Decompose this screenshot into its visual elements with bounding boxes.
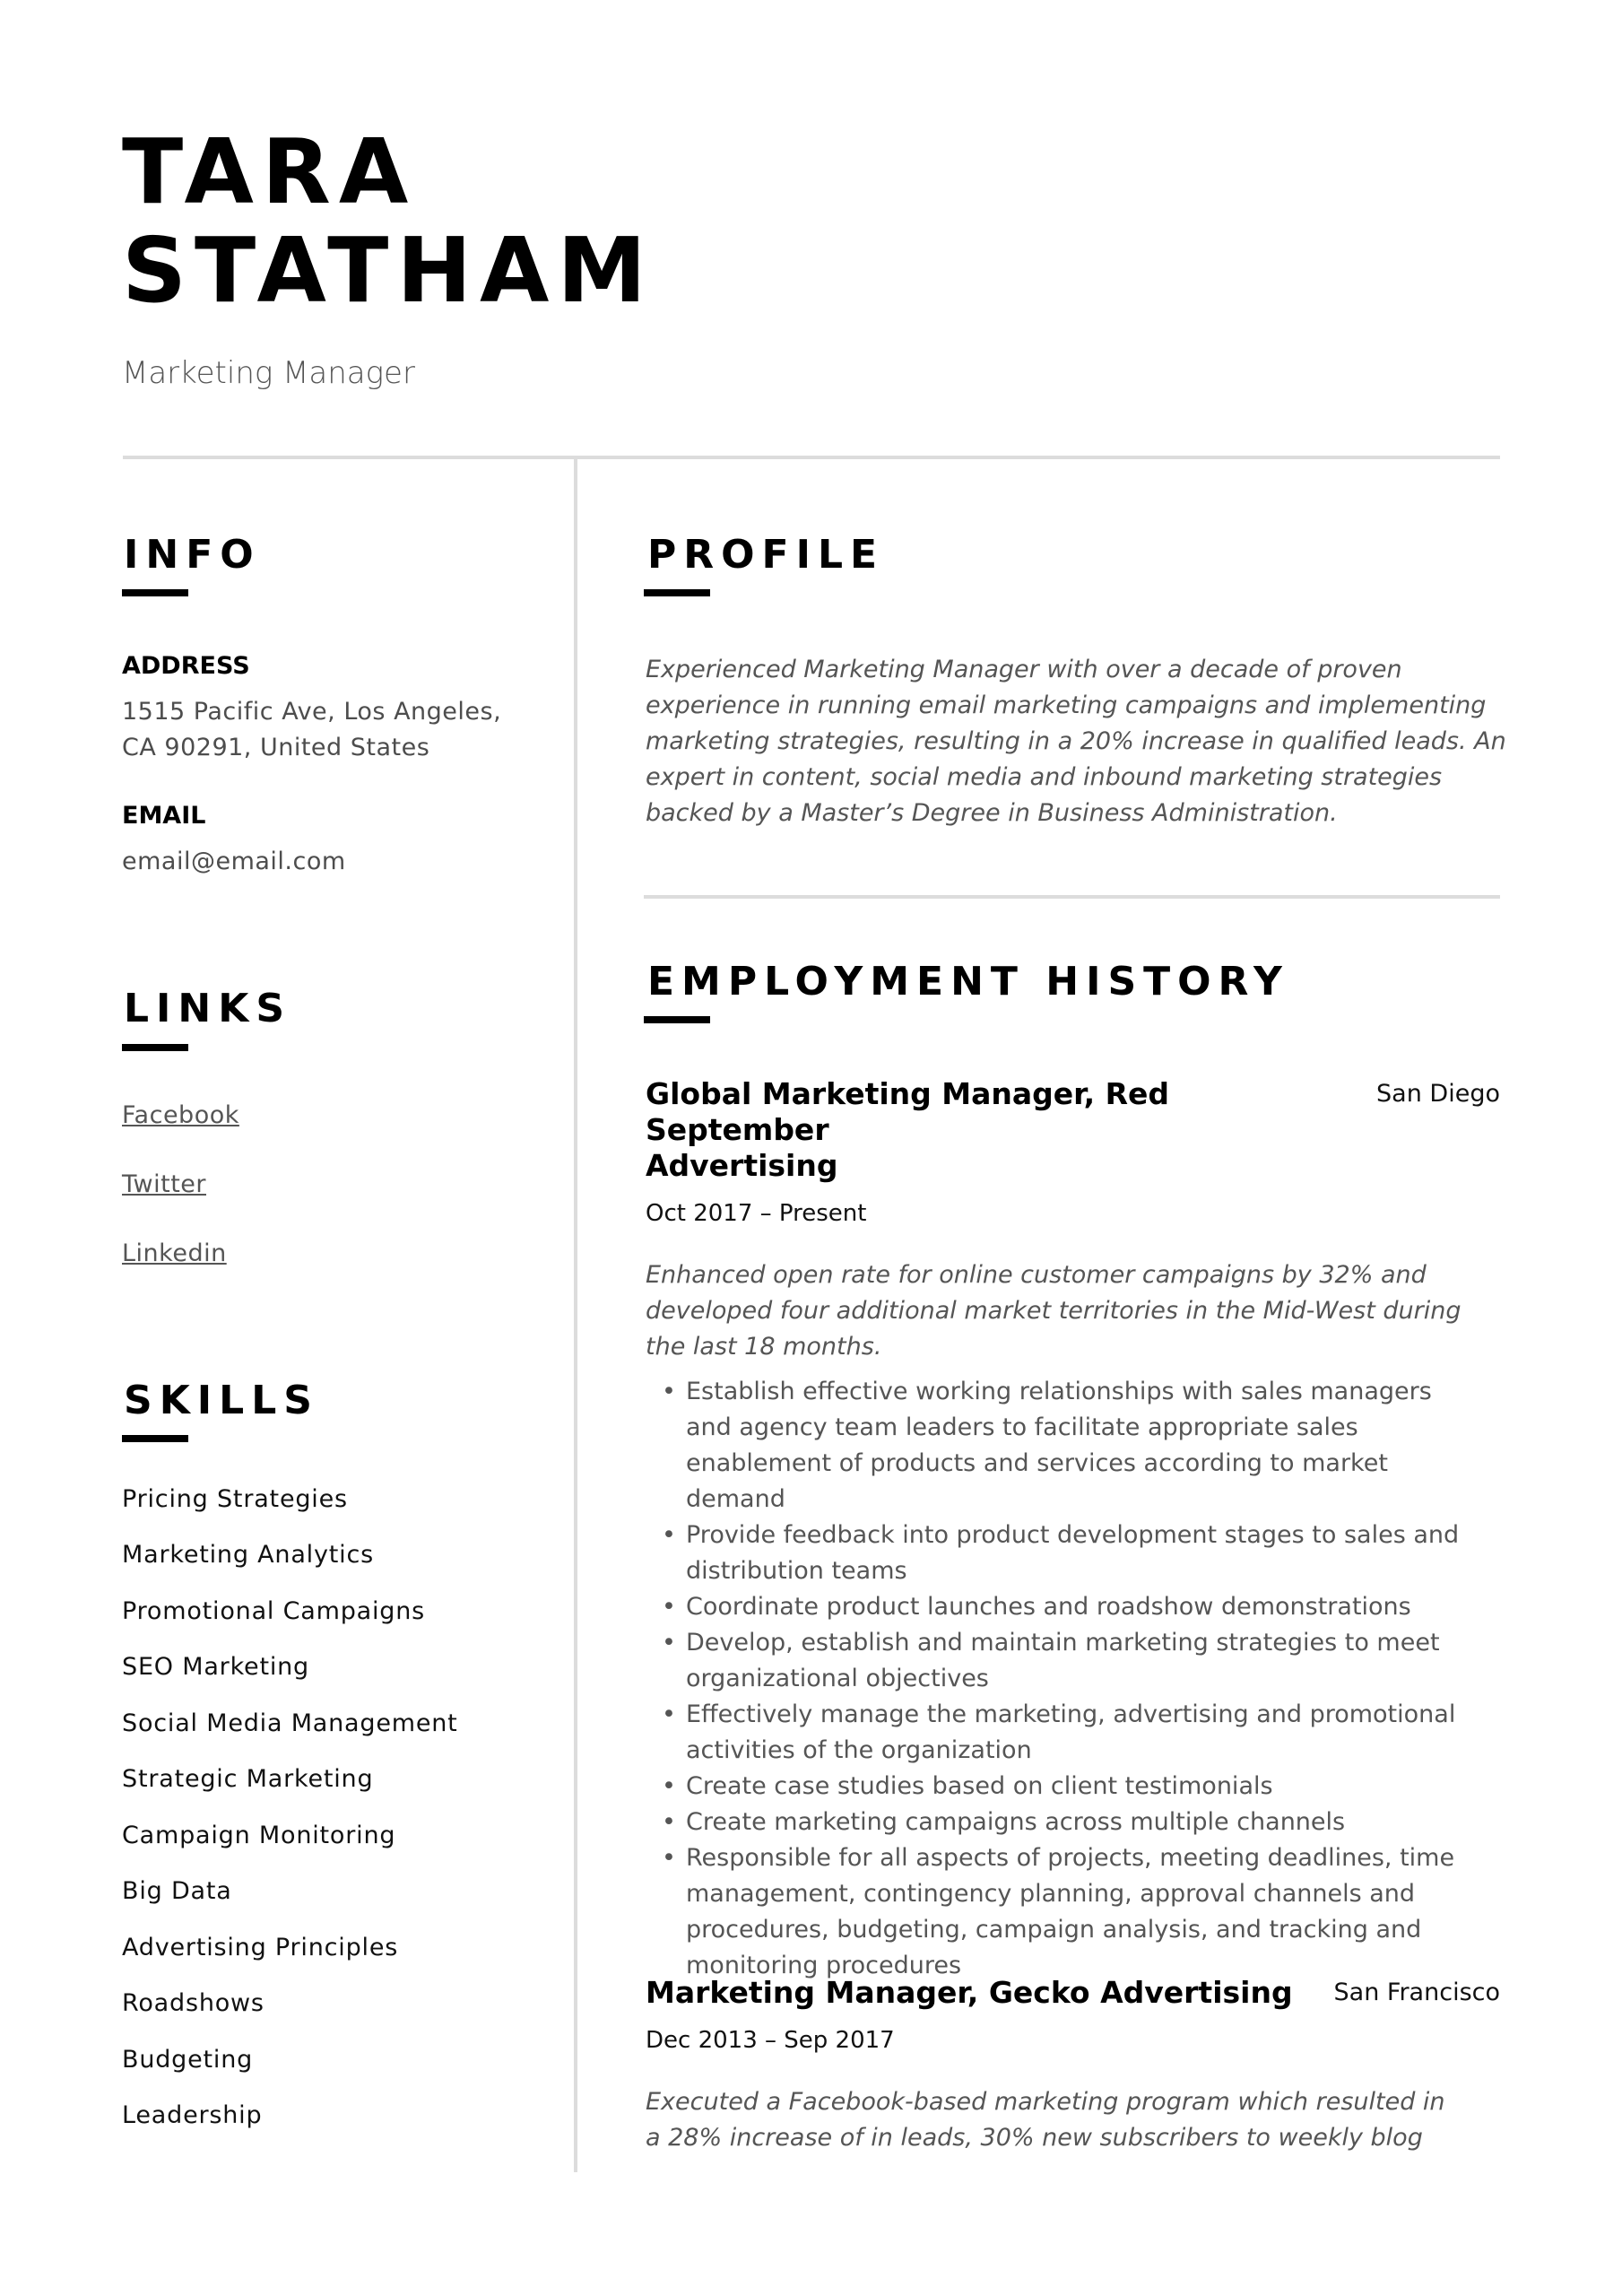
skill-item: Strategic Marketing	[122, 1765, 374, 1793]
link-facebook[interactable]: Facebook	[122, 1101, 239, 1129]
skill-item: Campaign Monitoring	[122, 1822, 396, 1849]
address-label: ADDRESS	[122, 652, 250, 680]
job-bullet: • Develop, establish and maintain marketing strategies to meet organizational objectives	[686, 1625, 1466, 1697]
job-bullets	[646, 1374, 1466, 1984]
skill-item: Big Data	[122, 1877, 232, 1905]
skill-item: Roadshows	[122, 1989, 265, 2017]
info-heading: INFO	[124, 532, 261, 578]
address-line-1: 1515 Pacific Ave, Los Angeles,	[122, 698, 502, 726]
job-title-heading: Marketing Manager, Gecko Advertising	[646, 1975, 1293, 2010]
job-bullet: • Provide feedback into product development stages to sales and distribution teams	[686, 1518, 1466, 1589]
skill-item: Social Media Management	[122, 1709, 458, 1737]
employment-heading-bar	[644, 1016, 710, 1023]
job-city: San Diego	[1376, 1080, 1500, 1108]
skill-item: Pricing Strategies	[122, 1485, 348, 1513]
job-bullet: • Effectively manage the marketing, advertising and promotional activities of the organization	[686, 1697, 1466, 1769]
job-title: Marketing Manager	[122, 355, 415, 391]
address-line-2: CA 90291, United States	[122, 734, 430, 761]
profile-line: Experienced Marketing Manager with over a decade of proven	[646, 656, 1402, 683]
employment-heading: EMPLOYMENT HISTORY	[647, 959, 1289, 1004]
skills-heading: SKILLS	[124, 1378, 319, 1423]
profile-line: experience in running email marketing campaigns and implementing	[646, 691, 1487, 719]
links-heading-bar	[122, 1044, 188, 1051]
profile-line: backed by a Master’s Degree in Business Administration.	[646, 799, 1338, 827]
job-dates: Dec 2013 – Sep 2017	[646, 2027, 895, 2054]
job-entry	[646, 1975, 1500, 2156]
email-value: email@email.com	[122, 848, 346, 875]
job-city: San Francisco	[1333, 1979, 1500, 2006]
skill-item: Marketing Analytics	[122, 1541, 374, 1569]
profile-heading-bar	[644, 589, 710, 596]
link-linkedin[interactable]: Linkedin	[122, 1239, 227, 1267]
job-bullet: • Create marketing campaigns across multiple channels	[686, 1805, 1466, 1840]
first-name: TARA	[122, 119, 417, 224]
job-bullet: • Responsible for all aspects of projects, meeting deadlines, time management, contingency planning, approval channels and procedures, budgeting, campaign analysis, and tracking and monitoring procedures	[686, 1840, 1466, 1984]
job-dates: Oct 2017 – Present	[646, 1200, 867, 1227]
job-summary: Executed a Facebook-based marketing program which resulted in a 28% increase of in leads, 30% new subscribers to weekly blog	[646, 2088, 1445, 2152]
profile-divider	[644, 895, 1500, 899]
job-entry	[646, 1076, 1500, 1984]
link-twitter[interactable]: Twitter	[122, 1170, 206, 1198]
job-bullet: • Establish effective working relationships with sales managers and agency team leaders to facilitate appropriate sales enablement of products and services according to market demand	[686, 1374, 1466, 1518]
email-label: EMAIL	[122, 802, 206, 830]
skill-item: Leadership	[122, 2101, 263, 2129]
last-name: STATHAM	[122, 218, 655, 323]
job-summary: Enhanced open rate for online customer campaigns by 32% and developed four additional market territories in the Mid-West during the last 18 months.	[646, 1261, 1462, 1361]
skill-item: Advertising Principles	[122, 1934, 399, 1961]
skills-heading-bar	[122, 1435, 188, 1442]
profile-summary	[646, 652, 1506, 831]
header-divider	[123, 456, 1500, 459]
profile-line: expert in content, social media and inbound marketing strategies	[646, 763, 1443, 791]
job-bullet: • Coordinate product launches and roadshow demonstrations	[686, 1589, 1466, 1625]
info-heading-bar	[122, 589, 188, 596]
job-title-heading: Global Marketing Manager, Red September Advertising	[646, 1076, 1170, 1183]
job-bullet: • Create case studies based on client testimonials	[686, 1769, 1466, 1805]
skill-item: SEO Marketing	[122, 1653, 309, 1681]
column-divider	[574, 459, 577, 2172]
skill-item: Budgeting	[122, 2046, 254, 2074]
profile-line: marketing strategies, resulting in a 20% increase in qualified leads. An	[646, 727, 1506, 755]
links-heading: LINKS	[124, 986, 292, 1031]
skill-item: Promotional Campaigns	[122, 1597, 426, 1625]
profile-heading: PROFILE	[647, 532, 885, 578]
